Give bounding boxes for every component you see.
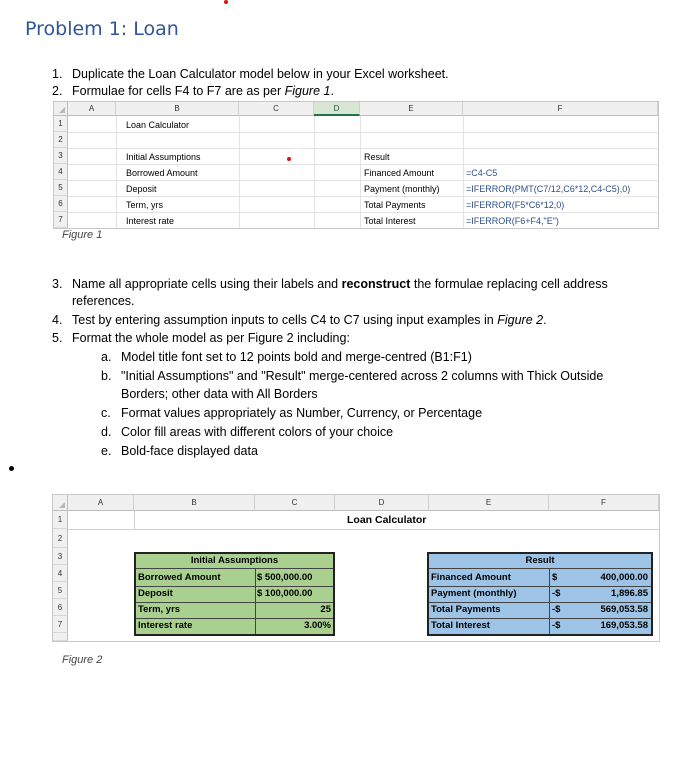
formula-cell[interactable]: =IFERROR(F5*C6*12,0) xyxy=(466,200,565,210)
formula-cell[interactable]: =IFERROR(PMT(C7/12,C6*12,C4-C5),0) xyxy=(466,184,631,194)
result-label-cell[interactable]: Financed Amount xyxy=(431,572,511,583)
select-all-corner[interactable] xyxy=(54,102,68,116)
assumption-label-cell[interactable]: Term, yrs xyxy=(126,200,163,210)
column-header[interactable]: A xyxy=(68,495,134,511)
assumption-value-cell[interactable]: $ 500,000.00 xyxy=(257,572,313,583)
column-header[interactable]: E xyxy=(429,495,549,511)
red-dot-marker xyxy=(224,0,228,4)
instruction-text-line2: references. xyxy=(72,294,135,308)
result-value-cell[interactable]: 400,000.00 xyxy=(600,572,648,583)
sub-letter: e. xyxy=(101,444,112,458)
instruction-text: Test by entering assumption inputs to cells C4 to C7 using input examples in Figure 2. xyxy=(72,313,547,327)
row-header[interactable]: 3 xyxy=(54,148,68,164)
column-header[interactable]: F xyxy=(549,495,659,511)
instruction-number: 1. xyxy=(52,67,63,81)
result-label-cell[interactable]: Total Payments xyxy=(431,604,501,615)
instruction-number: 2. xyxy=(52,84,63,98)
figure1-caption: Figure 1 xyxy=(62,229,103,241)
assumption-label-cell[interactable]: Borrowed Amount xyxy=(138,572,221,583)
select-all-corner[interactable] xyxy=(53,495,68,511)
row-header[interactable] xyxy=(53,633,68,641)
row-header[interactable]: 6 xyxy=(53,599,68,616)
column-header[interactable]: F xyxy=(463,102,658,116)
model-title-cell[interactable]: Loan Calculator xyxy=(347,514,427,526)
formula-cell[interactable]: =C4-C5 xyxy=(466,168,498,178)
assumptions-header-text: Initial Assumptions xyxy=(190,555,279,566)
assumption-value-cell[interactable]: 3.00% xyxy=(304,620,331,631)
column-header[interactable]: B xyxy=(116,102,239,116)
column-header[interactable]: D xyxy=(314,102,360,116)
row-header[interactable]: 3 xyxy=(53,548,68,565)
assumption-label-cell[interactable]: Borrowed Amount xyxy=(126,168,198,178)
result-label-cell[interactable]: Payment (monthly) xyxy=(431,588,517,599)
assumption-label-cell[interactable]: Deposit xyxy=(126,184,157,194)
instruction-text: Name all appropriate cells using their labels and reconstruct the formulae replacing cell address xyxy=(72,277,608,291)
result-currency-sign: -$ xyxy=(552,604,561,615)
result-label-cell[interactable]: Total Interest xyxy=(431,620,490,631)
figure2-spreadsheet xyxy=(52,494,660,642)
row-header[interactable]: 1 xyxy=(54,116,68,132)
row-header[interactable]: 7 xyxy=(54,212,68,228)
row-header[interactable]: 1 xyxy=(53,511,68,529)
row-header[interactable]: 6 xyxy=(54,196,68,212)
figure2-caption: Figure 2 xyxy=(62,654,103,666)
assumption-value-cell[interactable]: $ 100,000.00 xyxy=(257,588,313,599)
assumptions-header-cell[interactable]: Initial Assumptions xyxy=(126,152,201,162)
column-header[interactable]: E xyxy=(360,102,463,116)
instruction-text: Format the whole model as per Figure 2 including: xyxy=(72,331,350,345)
result-value-cell[interactable]: 569,053.58 xyxy=(600,604,648,615)
model-title-cell[interactable]: Loan Calculator xyxy=(126,120,190,130)
assumptions-header-cell[interactable] xyxy=(136,554,333,569)
row-header[interactable]: 2 xyxy=(54,132,68,148)
result-header-text: Result xyxy=(525,555,555,566)
assumption-label-cell[interactable]: Interest rate xyxy=(138,620,193,631)
column-header[interactable]: D xyxy=(335,495,429,511)
result-value-cell[interactable]: 1,896.85 xyxy=(611,588,648,599)
row-header[interactable]: 5 xyxy=(54,180,68,196)
result-currency-sign: $ xyxy=(552,572,558,583)
sub-text: Format values appropriately as Number, Currency, or Percentage xyxy=(121,406,483,420)
result-label-cell[interactable]: Total Payments xyxy=(364,200,426,210)
sub-text-line2: Borders; other data with All Borders xyxy=(121,387,318,401)
sub-text: Model title font set to 12 points bold and merge-centred (B1:F1) xyxy=(121,350,472,364)
sub-text: Color fill areas with different colors of your choice xyxy=(121,425,394,439)
sub-letter: c. xyxy=(101,406,111,420)
formula-cell[interactable]: =IFERROR(F6+F4,"E") xyxy=(466,216,559,226)
sub-text: Bold-face displayed data xyxy=(121,444,258,458)
assumption-label-cell[interactable]: Term, yrs xyxy=(138,604,181,615)
assumption-label-cell[interactable]: Interest rate xyxy=(126,216,175,226)
sub-letter: a. xyxy=(101,350,112,364)
bullet-dot xyxy=(9,466,14,471)
sub-letter: d. xyxy=(101,425,112,439)
result-currency-sign: -$ xyxy=(552,588,561,599)
instruction-number: 4. xyxy=(52,313,63,327)
instruction-number: 3. xyxy=(52,277,63,291)
column-header[interactable]: C xyxy=(239,102,314,116)
row-header[interactable]: 4 xyxy=(53,565,68,582)
page-title: Problem 1: Loan xyxy=(25,18,179,40)
red-dot-marker xyxy=(287,157,291,161)
result-label-cell[interactable]: Financed Amount xyxy=(364,168,435,178)
row-header[interactable]: 7 xyxy=(53,616,68,633)
assumption-label-cell[interactable]: Deposit xyxy=(138,588,173,599)
figure1-spreadsheet xyxy=(53,101,659,229)
result-label-cell[interactable]: Total Interest xyxy=(364,216,416,226)
row-header[interactable]: 4 xyxy=(54,164,68,180)
sub-text: "Initial Assumptions" and "Result" merge-centered across 2 columns with Thick Outside xyxy=(121,369,604,383)
result-value-cell[interactable]: 169,053.58 xyxy=(600,620,648,631)
row-header[interactable]: 5 xyxy=(53,582,68,599)
sub-letter: b. xyxy=(101,369,112,383)
instruction-text: Duplicate the Loan Calculator model below in your Excel worksheet. xyxy=(72,67,449,81)
column-header[interactable]: A xyxy=(68,102,116,116)
result-currency-sign: -$ xyxy=(552,620,561,631)
instruction-text: Formulae for cells F4 to F7 are as per Figure 1. xyxy=(72,84,334,98)
result-label-cell[interactable]: Payment (monthly) xyxy=(364,184,440,194)
result-header-cell[interactable] xyxy=(429,554,651,569)
assumption-value-cell[interactable]: 25 xyxy=(320,604,331,615)
row-header[interactable]: 2 xyxy=(53,529,68,548)
column-header[interactable]: B xyxy=(134,495,255,511)
column-header[interactable]: C xyxy=(255,495,335,511)
instruction-number: 5. xyxy=(52,331,63,345)
result-header-cell[interactable]: Result xyxy=(364,152,390,162)
